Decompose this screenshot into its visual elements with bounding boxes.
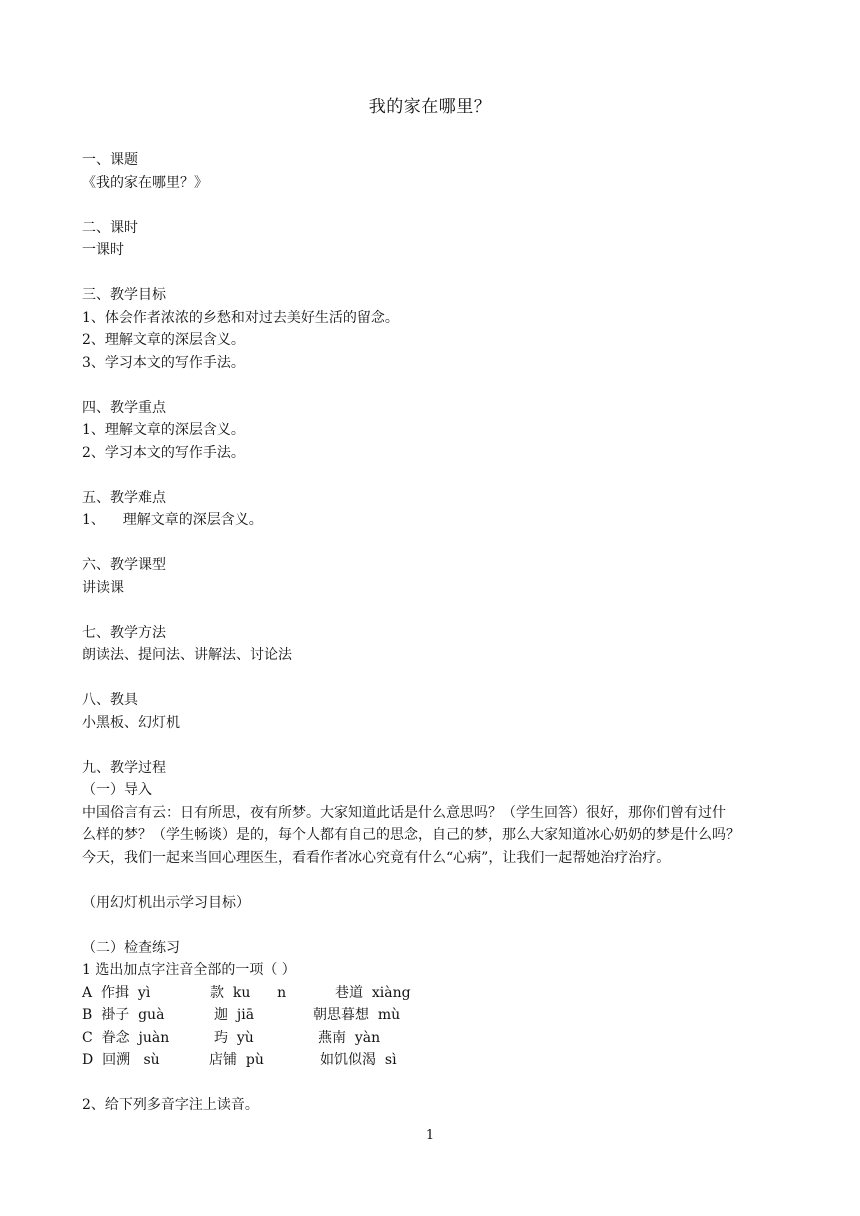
section-heading: 四、教学重点 bbox=[82, 399, 166, 416]
option-text: 迦 jiā bbox=[214, 1007, 255, 1023]
section-line: 《我的家在哪里？》 bbox=[82, 174, 208, 191]
subsection-heading: （二）检查练习 bbox=[82, 939, 180, 956]
option-text: 店铺 pù bbox=[209, 1052, 264, 1068]
document-body bbox=[82, 149, 782, 1117]
page-number: 1 bbox=[425, 1128, 435, 1143]
option-row-d bbox=[82, 1049, 782, 1072]
section-line: 一课时 bbox=[82, 242, 124, 258]
question: 1 选出加点字注音全部的一项（ ） bbox=[82, 962, 296, 978]
slide-note: （用幻灯机出示学习目标） bbox=[82, 894, 250, 911]
section-heading: 九、教学过程 bbox=[82, 759, 166, 776]
section-heading: 一、课题 bbox=[82, 152, 138, 168]
list-item: 2、学习本文的写作手法。 bbox=[82, 444, 245, 461]
option-row-c bbox=[82, 1027, 782, 1050]
section-heading: 七、教学方法 bbox=[82, 624, 166, 641]
list-item: 3、学习本文的写作手法。 bbox=[82, 354, 245, 371]
list-item: 1、 理解文章的深层含义。 bbox=[82, 512, 263, 528]
section-line: 朗读法、提问法、讲解法、讨论法 bbox=[82, 647, 292, 663]
list-item: 1、体会作者浓浓的乡愁和对过去美好生活的留念。 bbox=[82, 309, 399, 326]
document-title: 我的家在哪里？ bbox=[368, 97, 492, 117]
section-heading: 八、教具 bbox=[82, 692, 138, 708]
intro-line: 今天，我们一起来当回心理医生，看看作者冰心究竟有什么“心病”，让我们一起帮她治疗治疗。 bbox=[82, 849, 671, 866]
question: 2、给下列多音字注上读音。 bbox=[82, 1097, 259, 1113]
option-text: 朝思暮想 mù bbox=[313, 1007, 401, 1023]
section-heading: 三、教学目标 bbox=[82, 287, 166, 303]
option-text: 如饥似渴 sì bbox=[320, 1052, 397, 1068]
option-text: B 褂子 guà bbox=[82, 1007, 165, 1023]
section-line: 小黑板、幻灯机 bbox=[82, 714, 180, 731]
option-text: 款 ku n bbox=[210, 984, 287, 1001]
option-row-a bbox=[82, 982, 782, 1005]
option-text: 巷道 xiàng bbox=[335, 984, 411, 1001]
section-heading: 二、课时 bbox=[82, 219, 138, 236]
subsection-heading: （一）导入 bbox=[82, 782, 152, 798]
option-text: D 回溯 sù bbox=[82, 1052, 160, 1068]
intro-line: 么样的梦？（学生畅谈）是的，每个人都有自己的思念，自己的梦，那么大家知道冰心奶奶的梦是什么吗？ bbox=[82, 827, 740, 843]
intro-line: 中国俗言有云：日有所思，夜有所梦。大家知道此话是什么意思吗？（学生回答）很好，那你们曾有过什 bbox=[82, 804, 726, 821]
option-text: 玙 yù bbox=[214, 1029, 254, 1046]
list-item: 1、理解文章的深层含义。 bbox=[82, 422, 245, 438]
option-row-b bbox=[82, 1004, 782, 1027]
list-item: 2、理解文章的深层含义。 bbox=[82, 332, 245, 348]
option-text: 燕南 yàn bbox=[318, 1029, 381, 1046]
section-heading: 五、教学难点 bbox=[82, 489, 166, 506]
option-text: C 眷念 juàn bbox=[82, 1029, 170, 1046]
section-line: 讲读课 bbox=[82, 579, 124, 596]
option-text: A 作揖 yì bbox=[82, 984, 151, 1001]
section-heading: 六、教学课型 bbox=[82, 557, 166, 573]
